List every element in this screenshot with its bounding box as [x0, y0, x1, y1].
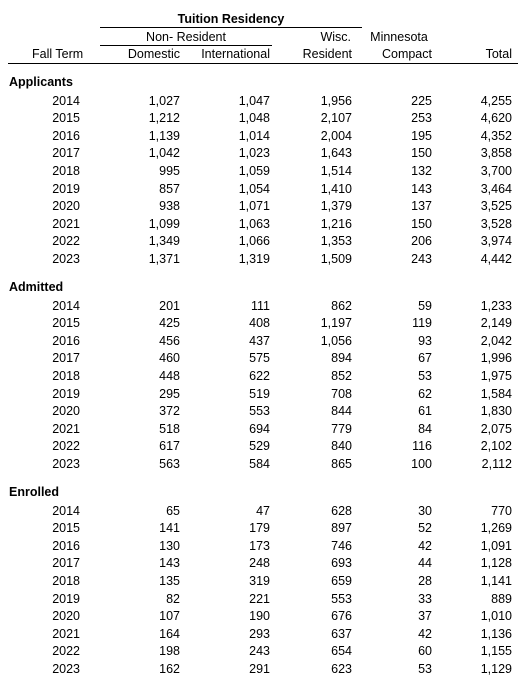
cell-minnesota-compact: 116: [412, 439, 432, 454]
cell-international: 553: [249, 404, 270, 419]
cell-international: 47: [256, 503, 270, 518]
cell-international: 1,319: [238, 251, 270, 266]
table-row: [0, 643, 528, 661]
table-row: [0, 608, 528, 626]
cell-wisc-resident: 637: [331, 626, 352, 641]
cell-total: 1,975: [480, 368, 512, 383]
cell-total: 2,102: [480, 439, 512, 454]
cell-domestic: 995: [159, 163, 180, 178]
cell-wisc-resident: 693: [331, 556, 352, 571]
table-row: [0, 438, 528, 456]
cell-year: 2014: [52, 93, 80, 108]
cell-minnesota-compact: 206: [411, 234, 432, 249]
cell-wisc-resident: 1,379: [320, 199, 352, 214]
cell-total: 1,136: [480, 626, 512, 641]
non-resident-header: Non- Resident: [146, 30, 226, 44]
col-header-resident: Resident: [302, 47, 352, 61]
cell-domestic: 164: [159, 626, 180, 641]
cell-minnesota-compact: 137: [411, 199, 432, 214]
title-rule: [100, 27, 362, 28]
cell-domestic: 65: [166, 503, 180, 518]
cell-wisc-resident: 1,509: [320, 251, 352, 266]
cell-wisc-resident: 1,514: [320, 163, 352, 178]
cell-international: 248: [249, 556, 270, 571]
cell-domestic: 198: [159, 644, 180, 659]
cell-wisc-resident: 628: [331, 503, 352, 518]
cell-minnesota-compact: 93: [418, 333, 432, 348]
cell-international: 221: [249, 591, 270, 606]
cell-domestic: 1,371: [148, 251, 180, 266]
cell-total: 770: [491, 503, 512, 518]
cell-minnesota-compact: 53: [418, 661, 432, 676]
table-row: [0, 315, 528, 333]
cell-international: 243: [249, 644, 270, 659]
cell-year: 2018: [52, 368, 80, 383]
cell-wisc-resident: 746: [331, 538, 352, 553]
cell-domestic: 460: [159, 351, 180, 366]
cell-minnesota-compact: 150: [411, 146, 432, 161]
cell-domestic: 1,212: [148, 111, 180, 126]
cell-domestic: 1,042: [148, 146, 180, 161]
cell-domestic: 857: [159, 181, 180, 196]
cell-domestic: 82: [166, 591, 180, 606]
cell-year: 2015: [52, 111, 80, 126]
cell-year: 2023: [52, 251, 80, 266]
cell-year: 2017: [52, 556, 80, 571]
cell-international: 408: [249, 316, 270, 331]
cell-minnesota-compact: 28: [418, 573, 432, 588]
cell-year: 2021: [52, 626, 80, 641]
cell-total: 1,269: [480, 521, 512, 536]
cell-minnesota-compact: 30: [418, 503, 432, 518]
cell-year: 2016: [52, 128, 80, 143]
cell-total: 3,528: [480, 216, 512, 231]
cell-wisc-resident: 1,197: [320, 316, 352, 331]
cell-domestic: 563: [159, 456, 180, 471]
cell-international: 293: [249, 626, 270, 641]
cell-minnesota-compact: 119: [412, 316, 432, 331]
cell-wisc-resident: 1,056: [320, 333, 352, 348]
cell-year: 2015: [52, 316, 80, 331]
cell-domestic: 425: [159, 316, 180, 331]
cell-domestic: 372: [159, 404, 180, 419]
cell-wisc-resident: 654: [331, 644, 352, 659]
cell-domestic: 1,349: [148, 234, 180, 249]
cell-year: 2015: [52, 521, 80, 536]
table-row: [0, 626, 528, 644]
cell-domestic: 938: [159, 199, 180, 214]
cell-international: 1,066: [238, 234, 270, 249]
col-header-domestic: Domestic: [127, 47, 180, 61]
table-row: [0, 251, 528, 269]
cell-total: 4,255: [480, 93, 512, 108]
cell-international: 519: [249, 386, 270, 401]
cell-domestic: 617: [159, 439, 180, 454]
cell-wisc-resident: 708: [331, 386, 352, 401]
cell-international: 291: [249, 661, 270, 676]
table-row: [0, 333, 528, 351]
cell-minnesota-compact: 100: [411, 456, 432, 471]
cell-total: 1,128: [480, 556, 512, 571]
cell-total: 1,584: [480, 386, 512, 401]
cell-wisc-resident: 676: [331, 609, 352, 624]
cell-domestic: 295: [159, 386, 180, 401]
cell-total: 4,620: [480, 111, 512, 126]
cell-international: 529: [249, 439, 270, 454]
cell-minnesota-compact: 33: [418, 591, 432, 606]
col-header-total: Total: [485, 47, 512, 61]
header-rule: [8, 63, 518, 64]
cell-total: 3,464: [480, 181, 512, 196]
cell-total: 1,830: [480, 404, 512, 419]
cell-total: 1,010: [480, 609, 512, 624]
cell-minnesota-compact: 195: [411, 128, 432, 143]
cell-international: 1,048: [238, 111, 270, 126]
cell-international: 584: [249, 456, 270, 471]
cell-international: 179: [249, 521, 270, 536]
cell-year: 2020: [52, 404, 80, 419]
cell-domestic: 107: [159, 609, 180, 624]
cell-domestic: 201: [159, 298, 180, 313]
cell-wisc-resident: 2,107: [320, 111, 352, 126]
cell-year: 2022: [52, 234, 80, 249]
cell-international: 1,059: [238, 163, 270, 178]
cell-minnesota-compact: 59: [418, 298, 432, 313]
cell-minnesota-compact: 52: [418, 521, 432, 536]
cell-year: 2017: [52, 146, 80, 161]
cell-total: 4,442: [480, 251, 512, 266]
cell-international: 1,023: [238, 146, 270, 161]
cell-minnesota-compact: 150: [411, 216, 432, 231]
cell-total: 4,352: [480, 128, 512, 143]
cell-international: 190: [249, 609, 270, 624]
cell-domestic: 518: [159, 421, 180, 436]
table-row: [0, 198, 528, 216]
cell-international: 694: [249, 421, 270, 436]
table-row: [0, 368, 528, 386]
cell-wisc-resident: 1,956: [320, 93, 352, 108]
cell-minnesota-compact: 62: [418, 386, 432, 401]
table-row: [0, 573, 528, 591]
table-row: [0, 555, 528, 573]
cell-domestic: 1,139: [148, 128, 180, 143]
cell-wisc-resident: 840: [331, 439, 352, 454]
cell-year: 2018: [52, 163, 80, 178]
cell-minnesota-compact: 67: [418, 351, 432, 366]
cell-year: 2020: [52, 199, 80, 214]
cell-total: 2,042: [480, 333, 512, 348]
cell-year: 2019: [52, 386, 80, 401]
cell-year: 2021: [52, 216, 80, 231]
cell-wisc-resident: 852: [331, 368, 352, 383]
cell-total: 2,149: [480, 316, 512, 331]
cell-minnesota-compact: 253: [411, 111, 432, 126]
section-label: Enrolled: [9, 485, 60, 499]
col-header-minnesota: Minnesota: [370, 30, 428, 44]
cell-international: 437: [249, 333, 270, 348]
table-row: [0, 298, 528, 316]
cell-total: 3,700: [480, 163, 512, 178]
cell-minnesota-compact: 60: [418, 644, 432, 659]
cell-wisc-resident: 844: [331, 404, 352, 419]
cell-year: 2023: [52, 661, 80, 676]
section-label: Admitted: [9, 280, 64, 294]
cell-wisc-resident: 865: [331, 456, 352, 471]
cell-minnesota-compact: 143: [411, 181, 432, 196]
cell-minnesota-compact: 53: [418, 368, 432, 383]
table-row: [0, 163, 528, 181]
cell-wisc-resident: 897: [331, 521, 352, 536]
table-row: [0, 145, 528, 163]
cell-wisc-resident: 862: [331, 298, 352, 313]
cell-year: 2022: [52, 644, 80, 659]
section-label: Applicants: [9, 75, 73, 89]
cell-international: 1,063: [238, 216, 270, 231]
cell-wisc-resident: 1,216: [320, 216, 352, 231]
cell-total: 1,091: [480, 538, 512, 553]
cell-minnesota-compact: 84: [418, 421, 432, 436]
cell-total: 3,858: [480, 146, 512, 161]
cell-year: 2016: [52, 333, 80, 348]
cell-minnesota-compact: 61: [418, 404, 432, 419]
cell-wisc-resident: 553: [331, 591, 352, 606]
table-row: [0, 538, 528, 556]
cell-year: 2014: [52, 298, 80, 313]
table-row: [0, 403, 528, 421]
cell-domestic: 162: [159, 661, 180, 676]
cell-domestic: 448: [159, 368, 180, 383]
col-header-wisc: Wisc.: [320, 30, 351, 44]
table-row: [0, 386, 528, 404]
cell-minnesota-compact: 44: [418, 556, 432, 571]
cell-wisc-resident: 1,643: [320, 146, 352, 161]
cell-domestic: 130: [159, 538, 180, 553]
cell-minnesota-compact: 243: [411, 251, 432, 266]
cell-year: 2017: [52, 351, 80, 366]
cell-year: 2023: [52, 456, 80, 471]
cell-year: 2014: [52, 503, 80, 518]
table-row: [0, 520, 528, 538]
cell-total: 1,996: [480, 351, 512, 366]
cell-international: 111: [250, 298, 270, 313]
cell-domestic: 135: [159, 573, 180, 588]
table-row: [0, 503, 528, 521]
cell-total: 889: [491, 591, 512, 606]
cell-domestic: 141: [159, 521, 180, 536]
cell-minnesota-compact: 42: [418, 626, 432, 641]
cell-total: 1,155: [480, 644, 512, 659]
cell-minnesota-compact: 37: [418, 609, 432, 624]
cell-wisc-resident: 2,004: [320, 128, 352, 143]
cell-year: 2021: [52, 421, 80, 436]
cell-domestic: 456: [159, 333, 180, 348]
cell-minnesota-compact: 132: [411, 163, 432, 178]
cell-total: 1,141: [480, 573, 512, 588]
cell-wisc-resident: 779: [331, 421, 352, 436]
cell-international: 1,047: [238, 93, 270, 108]
cell-year: 2020: [52, 609, 80, 624]
cell-wisc-resident: 1,410: [320, 181, 352, 196]
cell-international: 575: [249, 351, 270, 366]
table-row: [0, 128, 528, 146]
table-row: [0, 661, 528, 679]
cell-domestic: 1,099: [148, 216, 180, 231]
cell-wisc-resident: 894: [331, 351, 352, 366]
table-row: [0, 456, 528, 474]
cell-international: 1,014: [238, 128, 270, 143]
cell-international: 319: [249, 573, 270, 588]
table-row: [0, 110, 528, 128]
cell-year: 2018: [52, 573, 80, 588]
col-header-international: International: [201, 47, 270, 61]
cell-year: 2019: [52, 591, 80, 606]
cell-wisc-resident: 1,353: [320, 234, 352, 249]
cell-total: 1,233: [480, 298, 512, 313]
table-row: [0, 421, 528, 439]
col-header-compact: Compact: [381, 47, 432, 61]
cell-total: 3,525: [480, 199, 512, 214]
cell-minnesota-compact: 42: [418, 538, 432, 553]
cell-domestic: 1,027: [148, 93, 180, 108]
cell-total: 3,974: [480, 234, 512, 249]
table-row: [0, 233, 528, 251]
table-row: [0, 350, 528, 368]
cell-year: 2016: [52, 538, 80, 553]
table-row: [0, 216, 528, 234]
cell-wisc-resident: 659: [331, 573, 352, 588]
cell-total: 2,075: [480, 421, 512, 436]
table-title: Tuition Residency: [177, 12, 285, 26]
cell-international: 622: [249, 368, 270, 383]
col-header-fall-term: Fall Term: [32, 47, 84, 61]
cell-wisc-resident: 623: [331, 661, 352, 676]
table-row: [0, 181, 528, 199]
cell-domestic: 143: [159, 556, 180, 571]
table-row: [0, 93, 528, 111]
cell-international: 1,054: [238, 181, 270, 196]
cell-total: 2,112: [481, 456, 512, 471]
cell-minnesota-compact: 225: [411, 93, 432, 108]
cell-total: 1,129: [480, 661, 512, 676]
cell-international: 173: [249, 538, 270, 553]
cell-year: 2022: [52, 439, 80, 454]
cell-year: 2019: [52, 181, 80, 196]
table-row: [0, 591, 528, 609]
cell-international: 1,071: [238, 199, 270, 214]
